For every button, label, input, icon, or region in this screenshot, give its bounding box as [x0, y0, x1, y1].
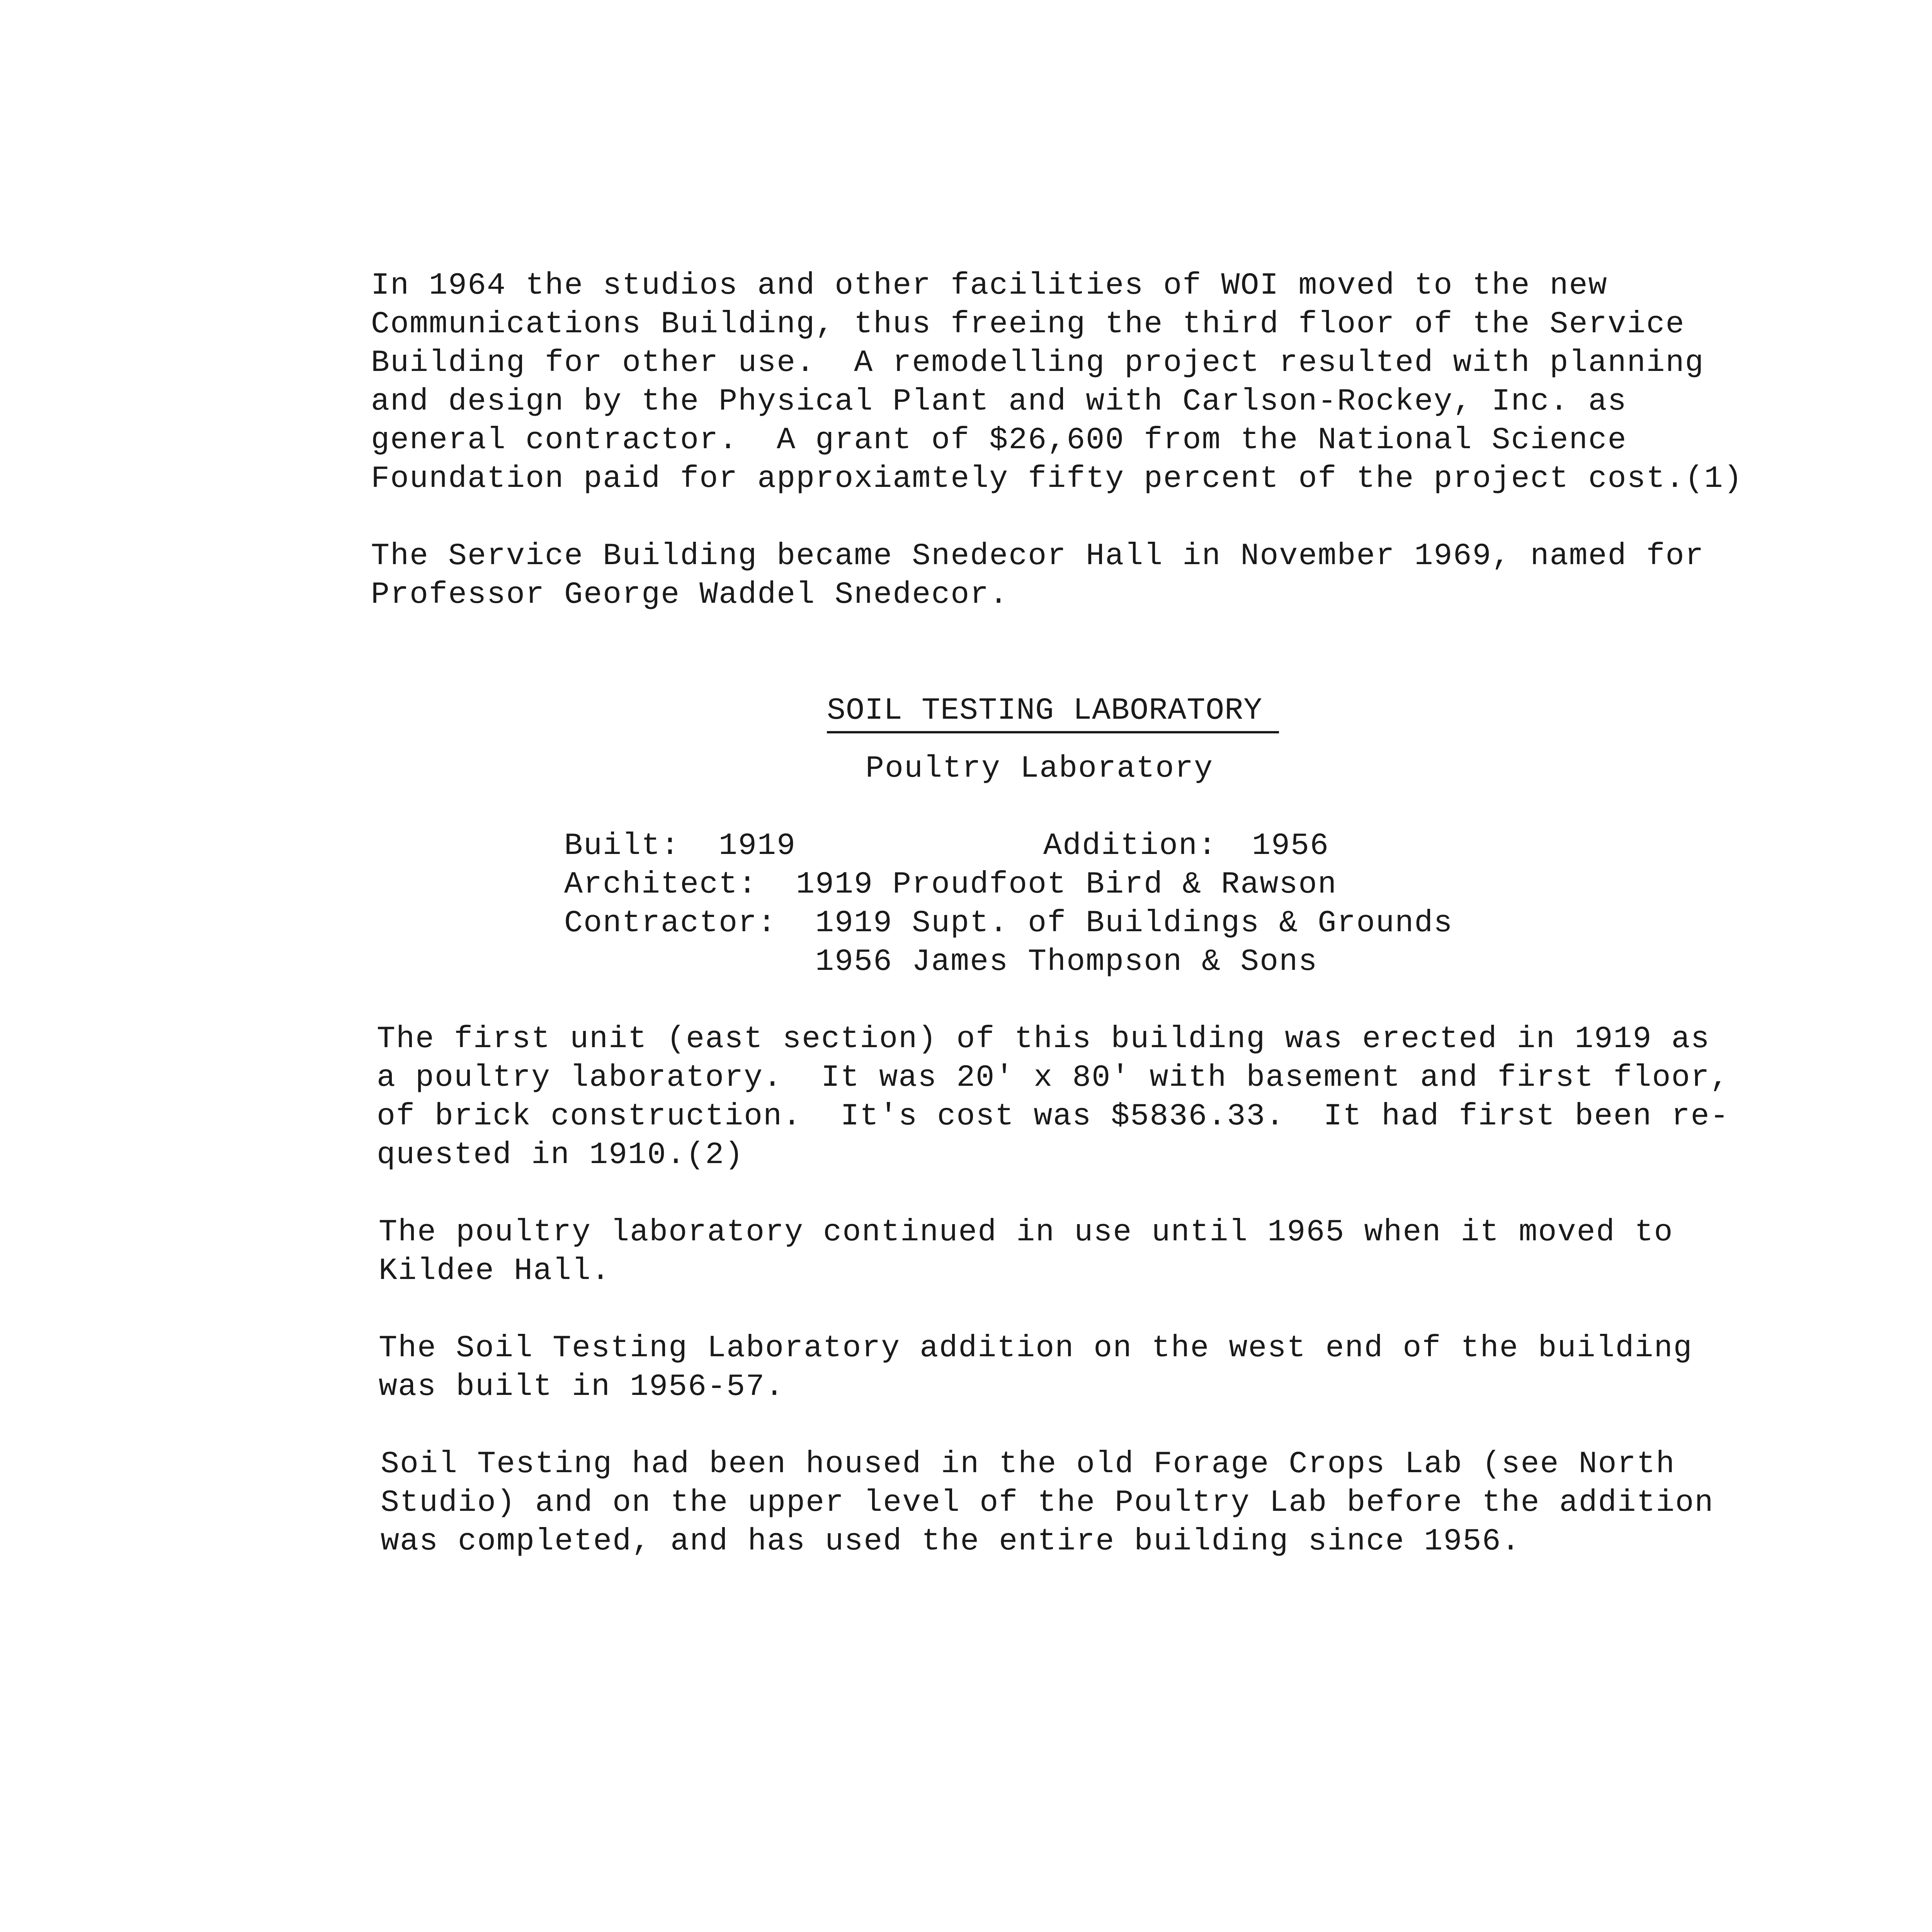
- paragraph-line: Communications Building, thus freeing the third floor of the Service: [371, 307, 1685, 342]
- paragraph-line: Building for other use. A remodelling project resulted with planning: [371, 345, 1704, 381]
- paragraph-line: of brick construction. It's cost was $5836.33. It had first been re-: [377, 1099, 1730, 1134]
- paragraph-line: was built in 1956-57.: [379, 1369, 785, 1405]
- architect-value: 1919 Proudfoot Bird & Rawson: [796, 867, 1337, 902]
- section-title: SOIL TESTING LABORATORY: [827, 693, 1263, 728]
- paragraph-line: Kildee Hall.: [379, 1253, 611, 1289]
- paragraph-line: and design by the Physical Plant and with Carlson-Rockey, Inc. as: [371, 384, 1627, 419]
- section-subtitle: Poultry Laboratory: [866, 751, 1214, 786]
- addition-value: 1956: [1252, 828, 1330, 864]
- built-value: 1919: [719, 828, 796, 864]
- contractor-value-1: 1919 Supt. of Buildings & Grounds: [815, 906, 1453, 941]
- paragraph-line: The poultry laboratory continued in use until 1965 when it moved to: [379, 1215, 1673, 1250]
- section-title-underline: [827, 731, 1279, 733]
- contractor-value-2: 1956 James Thompson & Sons: [815, 944, 1318, 980]
- paragraph-line: In 1964 the studios and other facilities of WOI moved to the new: [371, 268, 1608, 303]
- paragraph-line: Studio) and on the upper level of the Poultry Lab before the addition: [381, 1485, 1714, 1520]
- addition-label: Addition:: [1043, 828, 1218, 864]
- paragraph-line: Foundation paid for approxiamtely fifty percent of the project cost.(1): [371, 461, 1743, 497]
- paragraph-line: The Soil Testing Laboratory addition on the west end of the building: [379, 1331, 1693, 1366]
- paragraph-line: was completed, and has used the entire building since 1956.: [381, 1524, 1521, 1559]
- paragraph-line: a poultry laboratory. It was 20' x 80' with basement and first floor,: [377, 1060, 1730, 1095]
- paragraph-line: quested in 1910.(2): [377, 1138, 744, 1173]
- paragraph-line: general contractor. A grant of $26,600 from the National Science: [371, 423, 1627, 458]
- paragraph-line: Soil Testing had been housed in the old Forage Crops Lab (see North: [381, 1447, 1675, 1482]
- built-label: Built:: [564, 828, 680, 864]
- contractor-label: Contractor:: [564, 906, 777, 941]
- paragraph-line: The Service Building became Snedecor Hall in November 1969, named for: [371, 539, 1704, 574]
- paragraph-line: Professor George Waddel Snedecor.: [371, 577, 1009, 612]
- paragraph-line: The first unit (east section) of this building was erected in 1919 as: [377, 1022, 1710, 1057]
- architect-label: Architect:: [564, 867, 758, 902]
